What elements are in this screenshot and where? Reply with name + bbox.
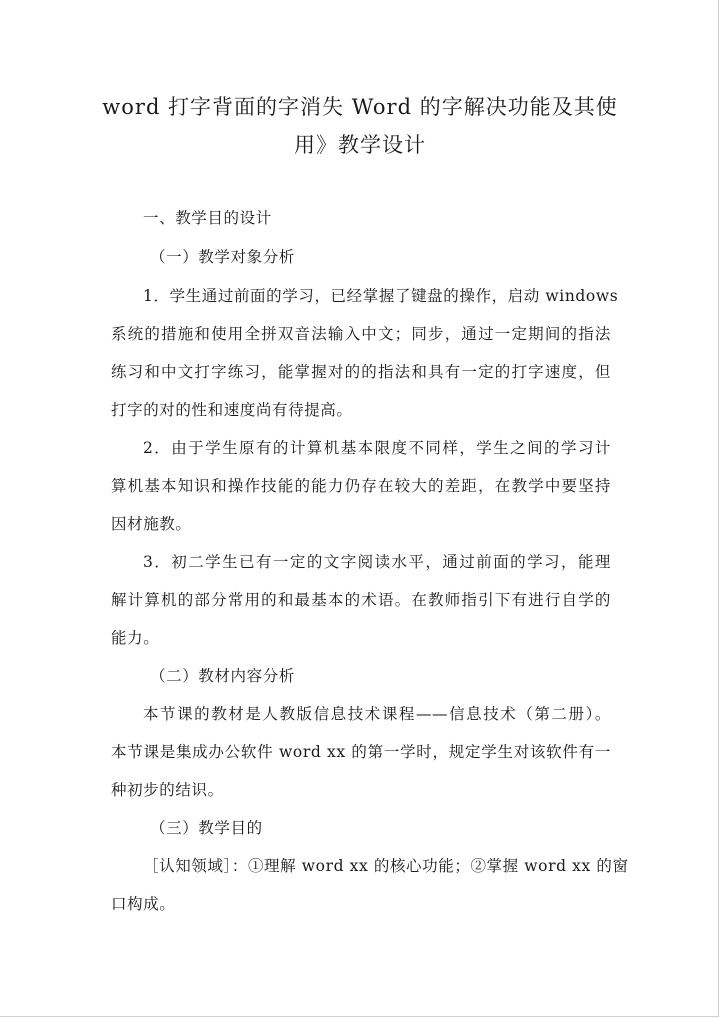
paragraph-line: 1．学生通过前面的学习，已经掌握了键盘的操作，启动 windows xyxy=(143,287,619,305)
subsection-heading: （一）教学对象分析 xyxy=(150,248,295,266)
paragraph-line: 系统的措施和使用全拼双音法输入中文；同步，通过一定期间的指法 xyxy=(111,325,611,343)
paragraph-line: 本节课的教材是人教版信息技术课程——信息技术（第二册）。 xyxy=(143,705,611,723)
paragraph-line: 能力。 xyxy=(111,629,160,647)
paragraph-line: 打字的对的性和速度尚有待提高。 xyxy=(111,401,353,419)
paragraph-line: 本节课是集成办公软件 word xx 的第一学时，规定学生对该软件有一 xyxy=(111,743,611,761)
paragraph-line: 算机基本知识和操作技能的能力仍存在较大的差距，在教学中要坚持 xyxy=(111,477,611,495)
subsection-heading: （二）教材内容分析 xyxy=(150,667,295,685)
section-heading: 一、教学目的设计 xyxy=(143,209,272,227)
paragraph-line: 口构成。 xyxy=(111,895,176,913)
paragraph-line: 解计算机的部分常用的和最基本的术语。在教师指引下有进行自学的 xyxy=(111,591,611,609)
paragraph-line: 练习和中文打字练习，能掌握对的的指法和具有一定的打字速度，但 xyxy=(111,363,611,381)
subsection-heading: （三）教学目的 xyxy=(150,819,263,837)
document-title-line-2: 用》教学设计 xyxy=(294,133,426,157)
paragraph-line: ［认知领域］：①理解 word xx 的核心功能；②掌握 word xx 的窗 xyxy=(143,857,629,875)
paragraph-line: 种初步的结识。 xyxy=(111,781,224,799)
paragraph-line: 2．由于学生原有的计算机基本限度不同样，学生之间的学习计 xyxy=(143,439,611,457)
paragraph-line: 因材施教。 xyxy=(111,515,192,533)
paragraph-line: 3．初二学生已有一定的文字阅读水平，通过前面的学习，能理 xyxy=(143,553,611,571)
document-title-line-1: word 打字背面的字消失 Word 的字解决功能及其使 xyxy=(102,95,618,119)
